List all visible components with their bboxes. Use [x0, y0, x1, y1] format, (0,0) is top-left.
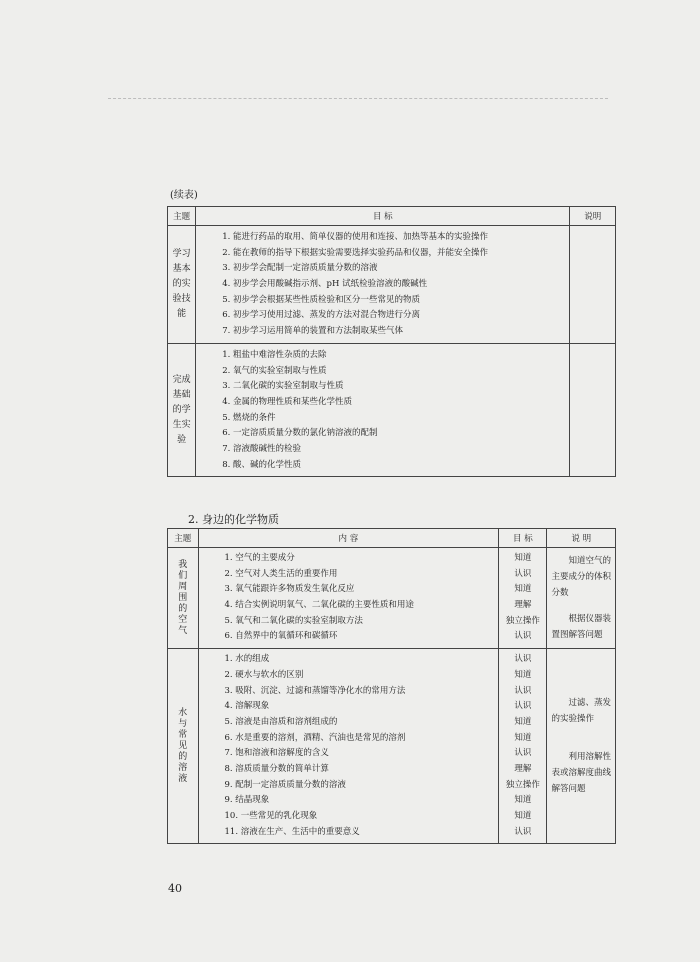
- topic-char: 水: [178, 707, 188, 718]
- content-item: 10. 一些常见的乳化现象: [224, 811, 318, 821]
- note-text: 利用溶解性表或溶解度曲线解答问题: [551, 752, 611, 795]
- goal-item: 5. 初步学会根据某些性质检验和区分一些常见的物质: [222, 294, 421, 305]
- goal-level: 知道: [514, 584, 532, 595]
- goal-cell: [499, 548, 547, 649]
- goal-level: 认识: [514, 631, 532, 642]
- goal-level: 知道: [514, 811, 532, 821]
- goal-item: 7. 溶液酸碱性的检验: [222, 443, 302, 454]
- topic-line: 基础: [172, 389, 191, 400]
- topic-char: 我: [178, 559, 188, 570]
- topic-cell: [168, 226, 196, 344]
- topic-line: 能: [177, 308, 187, 319]
- goal-cell: [499, 649, 547, 844]
- goal-item: 1. 能进行药品的取用、简单仪器的使用和连接、加热等基本的实验操作: [222, 232, 489, 242]
- topic-char: 们: [178, 570, 188, 581]
- section-title: 2. 身边的化学物质: [188, 513, 279, 526]
- content-item: 1. 空气的主要成分: [224, 553, 295, 563]
- goal-level: 独立操作: [505, 615, 540, 626]
- topic-cell: [168, 343, 196, 477]
- content-item: 3. 氧气能跟许多物质发生氧化反应: [224, 584, 355, 595]
- goal-level: 理解: [514, 600, 532, 611]
- topic-cell: [168, 548, 199, 649]
- topic-line: 验: [177, 434, 187, 445]
- content-item: 6. 自然界中的氧循环和碳循环: [224, 631, 338, 642]
- topic-char: 周: [178, 581, 188, 592]
- table-header-row: [168, 207, 616, 226]
- goal-item: 2. 氧气的实验室制取与性质: [222, 365, 327, 376]
- note-text: 过滤、蒸发的实验操作: [551, 698, 611, 725]
- table-row: [168, 649, 616, 844]
- goal-item: 6. 初步学习使用过滤、蒸发的方法对混合物进行分离: [222, 310, 421, 321]
- topic-char: 溶: [178, 762, 188, 773]
- goal-level: 认识: [514, 568, 532, 579]
- goal-item: 6. 一定溶质质量分数的氯化钠溶液的配制: [222, 428, 378, 439]
- topic-line: 完成: [172, 374, 191, 385]
- goal-level: 独立操作: [505, 779, 540, 790]
- content-item: 2. 空气对人类生活的重要作用: [224, 568, 338, 579]
- content-item: 9. 配制一定溶质质量分数的溶液: [224, 779, 346, 790]
- content-item: 11. 溶液在生产、生活中的重要意义: [224, 826, 360, 837]
- content-item: 9. 结晶现象: [224, 795, 270, 806]
- content-item: 8. 溶质质量分数的简单计算: [224, 763, 329, 774]
- topic-line: 基本: [172, 263, 191, 274]
- goals-cell: [196, 226, 570, 344]
- header-topic: 主题: [168, 207, 196, 226]
- topic-line: 验技: [172, 293, 191, 304]
- goal-level: 知道: [514, 553, 532, 563]
- continued-label: (续表): [170, 190, 198, 201]
- goal-level: 理解: [514, 763, 532, 774]
- topic-char: 围: [178, 592, 188, 603]
- note-cell: [547, 649, 616, 844]
- goal-level: 知道: [514, 669, 532, 680]
- note-text: 知道空气的主要成分的体积分数: [551, 556, 611, 599]
- goal-item: 1. 粗盐中难溶性杂质的去除: [222, 349, 327, 360]
- goal-item: 8. 酸、碱的化学性质: [222, 459, 302, 470]
- goal-level: 认识: [514, 654, 532, 665]
- header-note: 说明: [570, 207, 616, 226]
- header-goals: 目 标: [196, 207, 570, 226]
- content-item: 7. 饱和溶液和溶解度的含义: [224, 748, 329, 759]
- topic-line: 学习: [172, 248, 191, 259]
- goal-level: 知道: [514, 795, 532, 806]
- page-number: 40: [168, 882, 182, 895]
- content-cell: [198, 548, 499, 649]
- topic-char: 气: [178, 625, 188, 636]
- content-item: 2. 硬水与软水的区别: [224, 669, 304, 680]
- topic-char: 空: [178, 614, 188, 625]
- header-note: 说 明: [547, 529, 616, 548]
- table-chemical-substances: [167, 528, 616, 844]
- goals-cell: [196, 343, 570, 477]
- content-item: 3. 吸附、沉淀、过滤和蒸馏等净化水的常用方法: [224, 685, 406, 696]
- header-goal: 目 标: [499, 529, 547, 548]
- goal-level: 知道: [514, 732, 532, 743]
- note-cell: [570, 226, 616, 344]
- topic-char: 的: [178, 603, 188, 614]
- topic-line: 的实: [172, 278, 191, 289]
- content-item: 4. 结合实例说明氧气、二氧化碳的主要性质和用途: [224, 600, 414, 611]
- topic-char: 见: [178, 740, 188, 751]
- goal-item: 4. 初步学会用酸碱指示剂、pH 试纸检验溶液的酸碱性: [222, 279, 428, 290]
- goal-item: 3. 初步学会配制一定溶质质量分数的溶液: [222, 263, 378, 274]
- goal-item: 5. 燃烧的条件: [222, 412, 276, 423]
- goal-level: 认识: [514, 701, 532, 712]
- topic-line: 生实: [172, 419, 191, 430]
- table-header-row: [168, 529, 616, 548]
- header-topic: 主题: [168, 529, 199, 548]
- topic-char: 液: [178, 773, 188, 784]
- goal-item: 3. 二氧化碳的实验室制取与性质: [222, 381, 344, 392]
- goal-item: 4. 金属的物理性质和某些化学性质: [222, 396, 353, 407]
- content-item: 5. 溶液是由溶质和溶剂组成的: [224, 716, 338, 727]
- note-text: 根据仪器装置图解答问题: [551, 614, 611, 641]
- topic-char: 常: [178, 729, 188, 740]
- content-item: 1. 水的组成: [224, 654, 270, 665]
- topic-char: 的: [178, 751, 188, 762]
- goal-level: 知道: [514, 716, 532, 727]
- content-item: 4. 溶解现象: [224, 701, 270, 712]
- goal-item: 2. 能在教师的指导下根据实验需要选择实验药品和仪器，并能安全操作: [222, 247, 489, 258]
- goal-level: 认识: [514, 685, 532, 696]
- goal-level: 认识: [514, 826, 532, 837]
- table-row: [168, 548, 616, 649]
- goal-item: 7. 初步学习运用简单的装置和方法制取某些气体: [222, 326, 404, 337]
- header-rule: [108, 98, 608, 99]
- topic-char: 与: [178, 718, 188, 729]
- content-cell: [198, 649, 499, 844]
- header-content: 内 容: [198, 529, 499, 548]
- topic-cell: [168, 649, 199, 844]
- topic-line: 的学: [172, 404, 191, 415]
- table-row: [168, 226, 616, 344]
- note-cell: [547, 548, 616, 649]
- content-item: 5. 氧气和二氧化碳的实验室制取方法: [224, 615, 363, 626]
- content-item: 6. 水是重要的溶剂，酒精、汽油也是常见的溶剂: [224, 732, 406, 743]
- table-row: [168, 343, 616, 477]
- goal-level: 认识: [514, 748, 532, 759]
- note-cell: [570, 343, 616, 477]
- table-goals: [167, 206, 616, 477]
